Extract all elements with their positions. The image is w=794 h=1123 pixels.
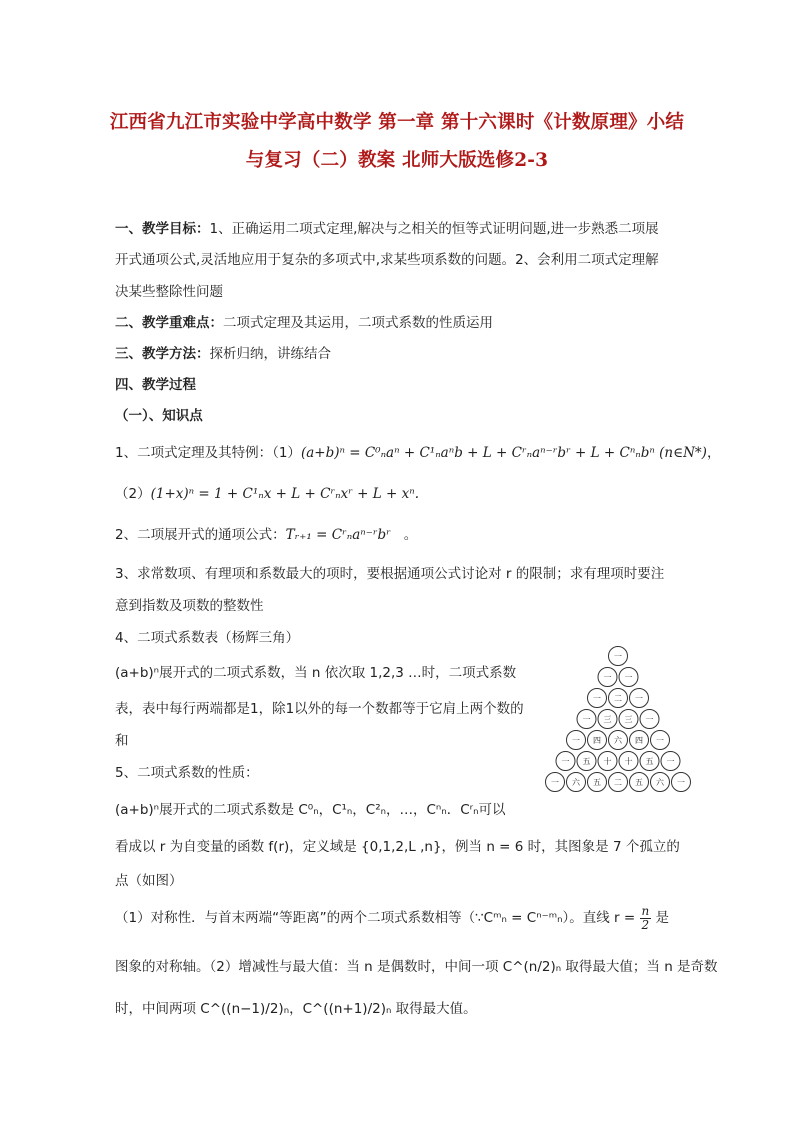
triangle-cell-label: 一 (551, 778, 559, 787)
item4-heading: 4、二项式系数表（杨辉三角） (115, 630, 300, 646)
triangle-cell-label: 四 (593, 736, 601, 745)
triangle-cell-label: 六 (572, 778, 580, 787)
max-value-line: 时，中间两项 C^((n−1)/2)ₙ，C^((n+1)/2)ₙ 取得最大值。 (115, 1001, 477, 1017)
method-label: 三、教学方法： (115, 346, 210, 362)
item1-line (115, 441, 720, 461)
method-text: 探析归纳，讲练结合 (209, 346, 331, 362)
item5-line-1: (a+b)ⁿ展开式的二项式系数是 C⁰ₙ，C¹ₙ，C²ₙ，…，Cⁿₙ．Cʳₙ可以 (115, 802, 506, 818)
symmetry-line (115, 905, 669, 931)
item2-prefix: 2、二项展开式的通项公式： (115, 527, 286, 543)
general-term-formula: Tᵣ₊₁ = Cʳₙaⁿ⁻ʳbʳ (285, 527, 391, 543)
triangle-cell-label: 五 (635, 778, 643, 787)
triangle-cell-label: 一 (624, 673, 633, 682)
triangle-cell-label: 一 (561, 757, 570, 766)
item4-line-2: 表，表中每行两端都是1，除1以外的每一个数都等于它肩上两个数的 (115, 701, 524, 717)
triangle-cell-label: 五 (582, 757, 591, 766)
symmetry-suffix: 是 (655, 910, 670, 927)
triangle-cell-label: 一 (635, 694, 643, 703)
item2-line (115, 523, 417, 543)
triangle-cell-label: 二 (614, 694, 622, 703)
objectives-text-1: 1、正确运用二项式定理,解决与之相关的恒等式证明问题,进一步熟悉二项展 (209, 221, 659, 237)
pascal-triangle-figure (542, 642, 694, 802)
objectives-label: 一、教学目标： (115, 221, 210, 237)
item3-line-1: 3、求常数项、有理项和系数最大的项时，要根据通项公式讨论对 r 的限制；求有理项时要注 (115, 566, 665, 582)
objectives-line-1 (115, 217, 659, 237)
triangle-cell-label: 十 (603, 757, 612, 766)
monotonic-line: 图象的对称轴。（2）增减性与最大值：当 n 是偶数时，中间一项 C^(n/2)ₙ 取得最大值；当 n 是奇数 (115, 959, 718, 975)
fraction-numerator: n (641, 904, 650, 918)
triangle-cell-label: 一 (645, 715, 654, 724)
item5-line-2: 看成以 r 为自变量的函数 f(r)，定义域是 {0,1,2,L ,n}，例当 n = 6 时，其图象是 7 个孤立的 (115, 839, 680, 855)
difficulty-label: 二、教学重难点： (115, 315, 223, 331)
triangle-cell-label: 一 (666, 757, 675, 766)
triangle-cell-label: 一 (656, 736, 664, 745)
triangle-cell-label: 三 (603, 715, 612, 724)
objectives-text-3: 决某些整除性问题 (115, 284, 223, 300)
symmetry-text: （1）对称性．与首末两端“等距离”的两个二项式系数相等（∵Cᵐₙ = Cⁿ⁻ᵐₙ）。直线 r = (115, 910, 636, 927)
triangle-cell-label: 三 (624, 715, 633, 724)
triangle-cell-label: 五 (645, 757, 654, 766)
item5-heading: 5、二项式系数的性质： (115, 765, 259, 781)
objectives-text-2: 开式通项公式,灵活地应用于复杂的多项式中,求某些项系数的问题。2、会利用二项式定理解 (115, 252, 659, 268)
item3-line-2: 意到指数及项数的整数性 (115, 598, 264, 614)
n-over-2-fraction (640, 905, 652, 931)
triangle-cell-label: 一 (614, 652, 622, 661)
triangle-cell-label: 六 (614, 736, 622, 745)
item1-part2-prefix: （2） (115, 486, 151, 502)
difficulty-line (115, 311, 493, 331)
triangle-cell-label: 二 (614, 778, 622, 787)
triangle-cell-label: 一 (572, 736, 580, 745)
method-line (115, 342, 331, 362)
item1-special-line (115, 482, 419, 502)
title-line-1: 江西省九江市实验中学高中数学 第一章 第十六课时《计数原理》小结 (109, 112, 685, 133)
knowledge-heading: （一）、知识点 (115, 408, 203, 424)
triangle-cell-label: 十 (624, 757, 633, 766)
triangle-cell-label: 一 (603, 673, 612, 682)
item4-line-1: (a+b)ⁿ展开式的二项式系数，当 n 依次取 1,2,3 …时，二项式系数 (115, 665, 517, 681)
item4-line-3: 和 (115, 733, 129, 749)
process-heading: 四、教学过程 (115, 377, 196, 393)
title-line-2: 与复习（二）教案 北师大版选修2-3 (245, 150, 549, 171)
triangle-cell-label: 一 (677, 778, 685, 787)
triangle-cell-label: 六 (656, 778, 664, 787)
triangle-cell-label: 四 (635, 736, 643, 745)
difficulty-text: 二项式定理及其运用，二项式系数的性质运用 (223, 315, 493, 331)
triangle-cell-label: 五 (593, 778, 601, 787)
fraction-denominator: 2 (641, 917, 650, 932)
item1-suffix: ， (706, 445, 721, 461)
binomial-theorem-formula: (a+b)ⁿ = C⁰ₙaⁿ + C¹ₙaⁿb + L + Cʳₙaⁿ⁻ʳbʳ + L + Cⁿₙbⁿ (n∈N*) (300, 445, 707, 461)
triangle-cell-label: 一 (593, 694, 601, 703)
item5-line-3: 点（如图） (115, 873, 183, 889)
triangle-cell-label: 一 (582, 715, 591, 724)
special-case-formula: (1+x)ⁿ = 1 + C¹ₙx + L + Cʳₙxʳ + L + xⁿ. (150, 486, 419, 502)
item1-prefix: 1、二项式定理及其特例：（1） (115, 445, 301, 461)
item2-suffix: 。 (403, 527, 418, 543)
